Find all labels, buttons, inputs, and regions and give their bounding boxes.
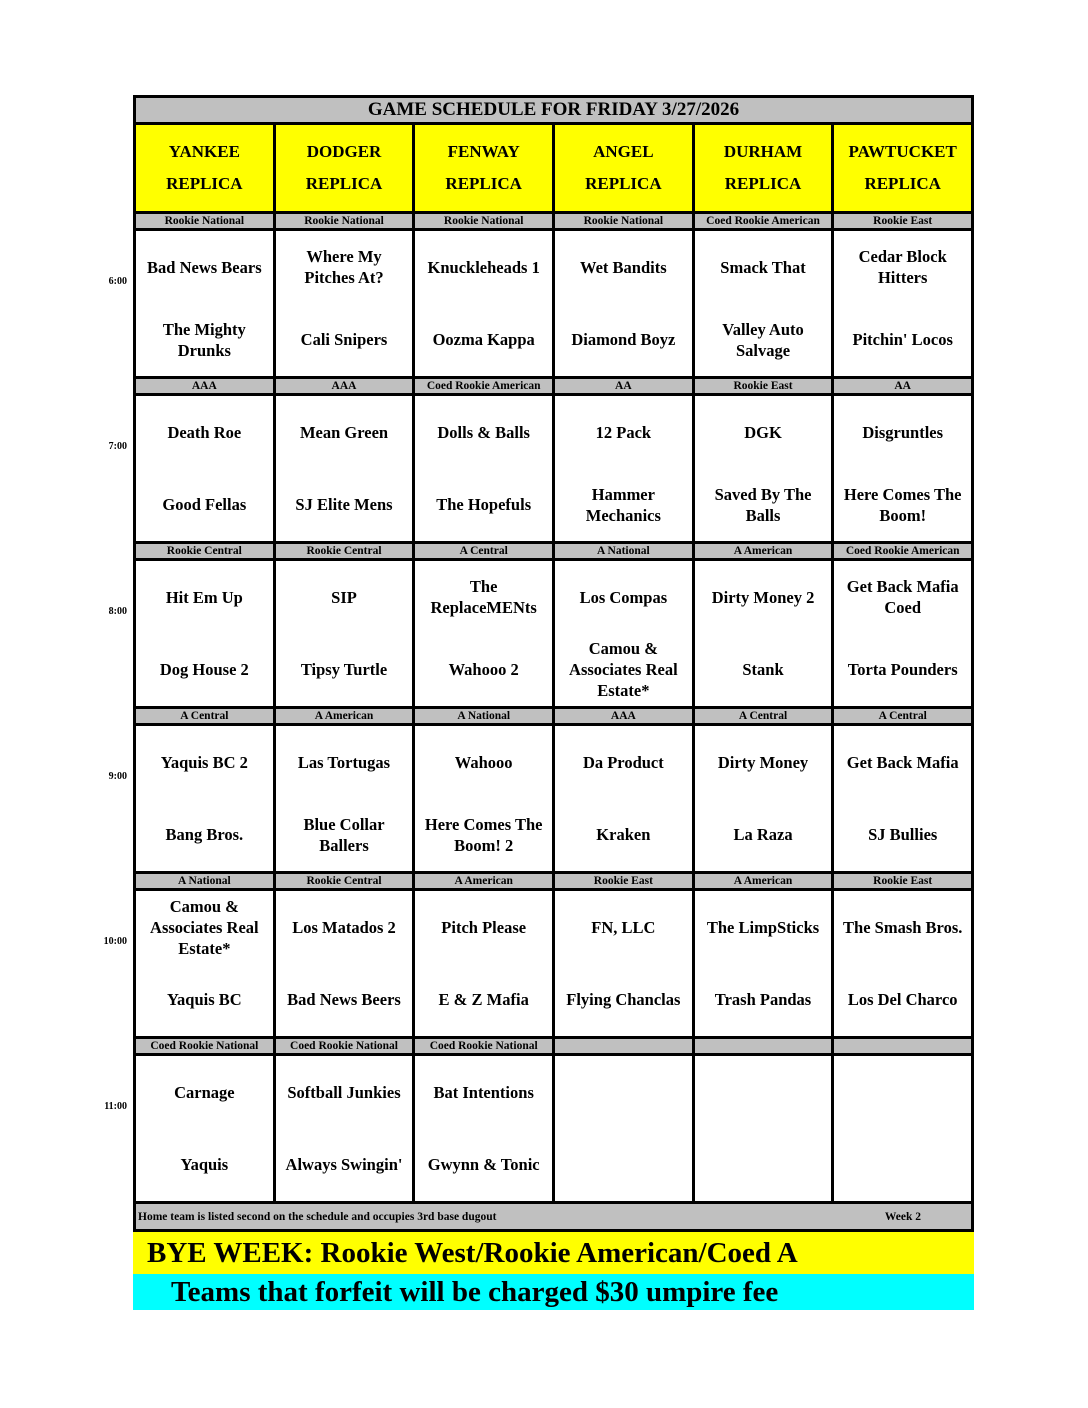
away-team: [555, 1056, 692, 1129]
away-team: Da Product: [582, 752, 664, 772]
home-team: SJ Bullies: [868, 825, 938, 845]
away-team: Wahooo: [454, 752, 513, 772]
division-label: A Central: [695, 709, 835, 723]
game-cell: [555, 726, 695, 871]
field-name: PAWTUCKET: [848, 142, 957, 161]
division-label: Coed Rookie American: [695, 214, 835, 228]
division-label: Rookie Central: [276, 874, 416, 888]
game-cell: [276, 231, 416, 376]
field-pawtucket: [834, 125, 971, 211]
division-label: Rookie East: [555, 874, 695, 888]
game-cell: [555, 891, 695, 1036]
division-label: AA: [555, 379, 695, 393]
away-team: 12 Pack: [595, 422, 652, 442]
away-team: Yaquis BC 2: [160, 752, 248, 772]
home-team: Yaquis BC: [166, 990, 242, 1010]
away-team: Smack That: [720, 257, 806, 277]
away-team: Get Back Mafia Coed: [846, 577, 959, 618]
game-cell: [415, 561, 555, 706]
home-team: Stank: [742, 660, 784, 680]
home-team: Bad News Beers: [287, 990, 401, 1010]
game-cell: [415, 726, 555, 871]
game-cell: [834, 231, 971, 376]
home-team: Cali Snipers: [300, 330, 388, 350]
division-label: A American: [276, 709, 416, 723]
away-team: Death Roe: [167, 422, 242, 442]
home-team: Saved By The Balls: [714, 484, 812, 525]
home-team: Camou & Associates Real Estate*: [569, 639, 678, 701]
home-team: The Mighty Drunks: [162, 319, 246, 360]
home-team: Gwynn & Tonic: [427, 1155, 540, 1175]
game-cell: [415, 891, 555, 1036]
field-sub: REPLICA: [585, 174, 662, 193]
game-cell: [555, 561, 695, 706]
away-team: Camou & Associates Real Estate*: [150, 896, 259, 958]
game-cell: [834, 1056, 971, 1201]
division-label: A American: [695, 544, 835, 558]
time-label: 8:00: [108, 606, 127, 617]
game-row: [133, 1056, 974, 1201]
home-team: La Raza: [733, 825, 793, 845]
game-cell: [555, 231, 695, 376]
home-team: Bang Bros.: [165, 825, 244, 845]
division-label: Coed Rookie American: [415, 379, 555, 393]
away-team: Softball Junkies: [287, 1082, 401, 1102]
division-label: Rookie National: [555, 214, 695, 228]
away-team: SIP: [331, 587, 357, 607]
home-team: Torta Pounders: [847, 660, 958, 680]
game-cell: [276, 561, 416, 706]
field-sub: REPLICA: [864, 174, 941, 193]
division-label: Rookie East: [695, 379, 835, 393]
away-team: Los Compas: [579, 587, 668, 607]
division-label: A Central: [136, 709, 276, 723]
home-team: Kraken: [596, 825, 651, 845]
forfeit-banner: Teams that forfeit will be charged $30 umpire fee: [133, 1274, 974, 1310]
time-slot-block: [108, 376, 974, 541]
home-team: Blue Collar Ballers: [303, 814, 385, 855]
away-team: Get Back Mafia: [846, 752, 959, 772]
away-team: FN, LLC: [591, 917, 656, 937]
home-team: Valley Auto Salvage: [722, 319, 804, 360]
home-team: The Hopefuls: [436, 495, 532, 515]
division-label: [834, 1039, 971, 1053]
field-sub: REPLICA: [305, 174, 383, 193]
division-label: Rookie East: [873, 215, 933, 227]
field-angel: [555, 125, 695, 211]
away-team: Dirty Money 2: [711, 587, 815, 607]
time-label: 11:00: [104, 1101, 127, 1112]
division-row: [133, 211, 974, 231]
game-row: [133, 561, 974, 706]
division-label: Rookie National: [276, 214, 416, 228]
home-team: Always Swingin': [285, 1155, 403, 1175]
division-label: AAA: [555, 709, 695, 723]
division-row: [133, 706, 974, 726]
field-name: DODGER: [306, 142, 382, 161]
game-cell: [695, 1056, 835, 1201]
home-team-note-row: [133, 1201, 974, 1232]
game-cell: [834, 726, 971, 871]
game-cell: [136, 396, 276, 541]
home-team-note: Home team is listed second on the schedule and occupies 3rd base dugout: [138, 1210, 497, 1223]
away-team: Wet Bandits: [580, 257, 667, 277]
home-team: E & Z Mafia: [438, 990, 529, 1010]
division-label: Rookie National: [415, 214, 555, 228]
time-slot-block: [108, 211, 974, 376]
division-label: Coed Rookie American: [845, 545, 960, 557]
game-cell: [276, 1056, 416, 1201]
away-team: The LimpSticks: [706, 917, 820, 937]
home-team: Dog House 2: [159, 660, 249, 680]
division-row: [133, 871, 974, 891]
division-label: [695, 1039, 835, 1053]
game-row: [133, 891, 974, 1036]
field-fenway: [415, 125, 555, 211]
away-team: Los Matados 2: [292, 917, 396, 937]
field-name: ANGEL: [593, 142, 654, 161]
division-label: AAA: [276, 379, 416, 393]
division-row: [133, 1036, 974, 1056]
away-team: [695, 1056, 832, 1129]
away-team: Pitch Please: [441, 917, 527, 937]
game-cell: [276, 396, 416, 541]
game-cell: [695, 231, 835, 376]
time-label: 10:00: [103, 936, 127, 947]
away-team: Disgruntles: [862, 422, 944, 442]
division-label: Coed Rookie National: [276, 1039, 416, 1053]
division-label: A American: [415, 874, 555, 888]
field-sub: REPLICA: [445, 174, 522, 193]
division-label: Coed Rookie National: [415, 1039, 555, 1053]
game-cell: [834, 561, 971, 706]
game-row: [133, 231, 974, 376]
division-label: Rookie Central: [136, 544, 276, 558]
field-header-row: [133, 125, 974, 211]
home-team: Wahooo 2: [448, 660, 519, 680]
home-team: Flying Chanclas: [566, 990, 681, 1010]
away-team: The Smash Bros.: [843, 917, 963, 937]
home-team: Diamond Boyz: [571, 330, 676, 350]
time-slot-block: [108, 541, 974, 706]
home-team: SJ Elite Mens: [295, 495, 393, 515]
field-durham: [695, 125, 835, 211]
division-label: Rookie East: [873, 875, 933, 887]
game-cell: [695, 726, 835, 871]
away-team: Hit Em Up: [165, 587, 243, 607]
game-cell: [415, 1056, 555, 1201]
division-label: A American: [695, 874, 835, 888]
away-team: DGK: [744, 422, 782, 442]
division-label: A Central: [878, 710, 927, 722]
game-cell: [555, 396, 695, 541]
division-label: [555, 1039, 695, 1053]
home-team: Trash Pandas: [714, 990, 812, 1010]
away-team: Cedar Block Hitters: [858, 247, 947, 288]
time-slot-block: [104, 1036, 974, 1201]
home-team: Hammer Mechanics: [585, 484, 661, 525]
game-cell: [136, 726, 276, 871]
game-cell: [555, 1056, 695, 1201]
home-team: Tipsy Turtle: [300, 660, 388, 680]
time-slot-block: [103, 871, 974, 1036]
away-team: Knuckleheads 1: [427, 257, 540, 277]
away-team: Carnage: [174, 1082, 235, 1102]
home-team: [555, 1129, 692, 1202]
away-team: Dolls & Balls: [437, 422, 530, 442]
field-name: DURHAM: [723, 142, 803, 161]
division-label: Rookie National: [136, 214, 276, 228]
game-cell: [415, 231, 555, 376]
home-team: Los Del Charco: [847, 990, 958, 1010]
home-team: [695, 1129, 832, 1202]
game-cell: [136, 891, 276, 1036]
away-team: The ReplaceMENts: [430, 577, 537, 618]
division-label: AAA: [136, 379, 276, 393]
field-sub: REPLICA: [166, 174, 243, 193]
game-cell: [276, 891, 416, 1036]
field-dodger: [276, 125, 416, 211]
away-team: Bat Intentions: [433, 1082, 534, 1102]
game-cell: [136, 1056, 276, 1201]
game-cell: [695, 396, 835, 541]
game-row: [133, 396, 974, 541]
game-cell: [415, 396, 555, 541]
away-team: Bad News Bears: [147, 257, 262, 277]
game-cell: [136, 561, 276, 706]
week-label: Week 2: [884, 1210, 921, 1223]
game-row: [133, 726, 974, 871]
game-cell: [834, 396, 971, 541]
division-label: Rookie Central: [276, 544, 416, 558]
bye-week-banner: BYE WEEK: Rookie West/Rookie American/Coed A: [133, 1232, 974, 1274]
away-team: [834, 1056, 971, 1129]
division-label: Coed Rookie National: [136, 1039, 276, 1053]
field-name: YANKEE: [168, 142, 240, 161]
division-label: A National: [415, 709, 555, 723]
away-team: Mean Green: [299, 422, 389, 442]
home-team: Good Fellas: [162, 495, 247, 515]
field-name: FENWAY: [447, 142, 520, 161]
game-cell: [695, 561, 835, 706]
home-team: Pitchin' Locos: [852, 330, 953, 350]
away-team: Dirty Money: [717, 752, 809, 772]
home-team: Oozma Kappa: [432, 330, 535, 350]
schedule-title: GAME SCHEDULE FOR FRIDAY 3/27/2026: [133, 95, 974, 125]
home-team: Here Comes The Boom!: [843, 484, 962, 525]
home-team: Yaquis: [180, 1155, 229, 1175]
field-yankee: [136, 125, 276, 211]
division-label: A Central: [415, 544, 555, 558]
schedule-sheet: [103, 95, 974, 1310]
game-cell: [695, 891, 835, 1036]
game-cell: [136, 231, 276, 376]
division-label: A National: [555, 544, 695, 558]
field-sub: REPLICA: [724, 174, 802, 193]
time-label: 6:00: [108, 276, 127, 287]
time-slot-block: [108, 706, 974, 871]
division-label: A National: [136, 874, 276, 888]
away-team: Las Tortugas: [297, 752, 391, 772]
home-team: [834, 1129, 971, 1202]
time-label: 9:00: [108, 771, 127, 782]
division-row: [133, 376, 974, 396]
time-label: 7:00: [108, 441, 127, 452]
division-label: AA: [894, 380, 911, 392]
away-team: Where My Pitches At?: [304, 247, 384, 288]
division-row: [133, 541, 974, 561]
time-slots: [103, 211, 974, 1201]
game-cell: [276, 726, 416, 871]
home-team: Here Comes The Boom! 2: [424, 814, 543, 855]
game-cell: [834, 891, 971, 1036]
